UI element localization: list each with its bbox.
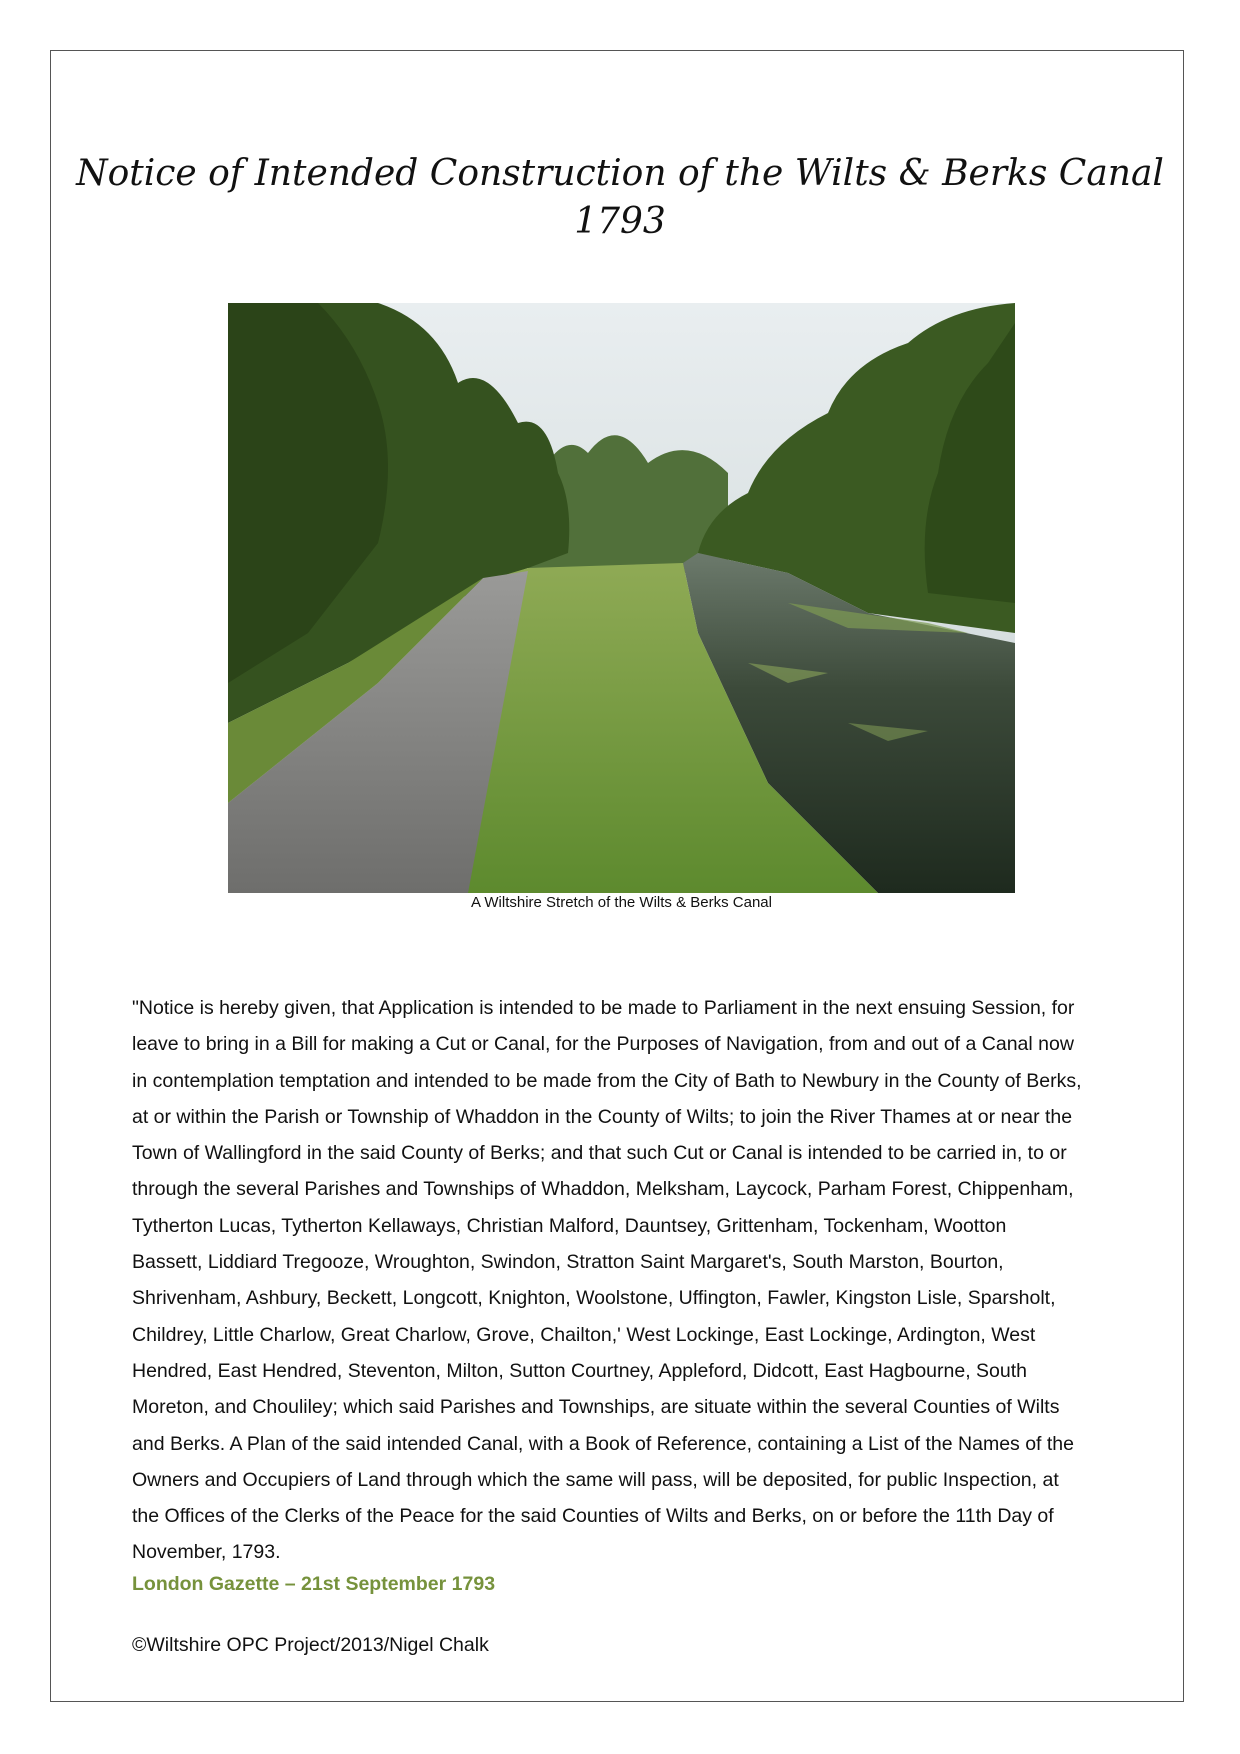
notice-line: leave to bring in a Bill for making a Cut or Canal, for the Purposes of Navigation, from and out of a Canal now: [132, 1033, 1074, 1056]
copyright-notice: ©Wiltshire OPC Project/2013/Nigel Chalk: [132, 1634, 489, 1656]
photo-caption: A Wiltshire Stretch of the Wilts & Berks Canal: [471, 894, 772, 911]
notice-text: [132, 990, 1158, 1571]
notice-line: at or within the Parish or Township of Whaddon in the County of Wilts; to join the River Thames at or near the: [132, 1105, 1073, 1128]
canal-photo: [228, 303, 1015, 893]
notice-line: the Offices of the Clerks of the Peace for the said Counties of Wilts and Berks, on or before the 11th Day of: [132, 1505, 1054, 1528]
source-citation: London Gazette – 21st September 1793: [132, 1573, 496, 1595]
notice-line: Shrivenham, Ashbury, Beckett, Longcott, Knighton, Woolstone, Uffington, Fawler, Kingston Lisle, Sparsholt,: [132, 1287, 1056, 1310]
notice-line: Bassett, Liddiard Tregooze, Wroughton, Swindon, Stratton Saint Margaret's, South Marston, Bourton,: [132, 1251, 1004, 1274]
notice-line: Town of Wallingford in the said County of Berks; and that such Cut or Canal is intended to be carried in, to or: [132, 1142, 1067, 1165]
notice-line: and Berks. A Plan of the said intended Canal, with a Book of Reference, containing a List of the Names of the: [132, 1432, 1074, 1455]
notice-line: "Notice is hereby given, that Application is intended to be made to Parliament in the next ensuing Session, for: [132, 997, 1075, 1019]
notice-line: Tytherton Lucas, Tytherton Kellaways, Christian Malford, Dauntsey, Grittenham, Tockenham, Wootton: [132, 1214, 1007, 1237]
page-title-year: 1793: [574, 201, 666, 242]
notice-line: through the several Parishes and Townships of Whaddon, Melksham, Laycock, Parham Forest, Chippenham,: [132, 1178, 1074, 1201]
notice-line: Hendred, East Hendred, Steventon, Milton, Sutton Courtney, Appleford, Didcott, East Hagbourne, South: [132, 1359, 1028, 1382]
notice-line: Owners and Occupiers of Land through which the same will pass, will be deposited, for public Inspection, at: [132, 1468, 1059, 1491]
page-title: Notice of Intended Construction of the Wilts & Berks Canal: [76, 153, 1164, 194]
notice-line: Childrey, Little Charlow, Great Charlow, Grove, Chailton,' West Lockinge, East Lockinge, Ardington, West: [132, 1323, 1036, 1346]
notice-line: Moreton, and Chouliley; which said Parishes and Townships, are situate within the several Counties of Wilts: [132, 1396, 1060, 1419]
notice-line: November, 1793.: [132, 1541, 281, 1564]
notice-line: in contemplation temptation and intended to be made from the City of Bath to Newbury in the County of Berks,: [132, 1069, 1082, 1092]
